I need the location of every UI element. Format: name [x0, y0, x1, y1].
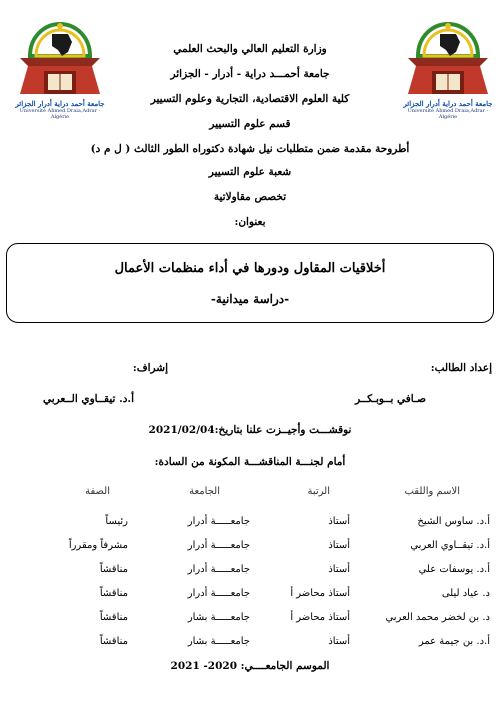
logo-caption-french: Université Ahmed Draia,Adrar - Algérie	[407, 108, 489, 120]
member-name: أ.د. بن جيمة عمر	[418, 636, 490, 647]
prepared-by-label: إعداد الطالب:	[430, 362, 492, 374]
faculty-line: كلية العلوم الاقتصادية، التجارية وعلوم التسيير	[150, 93, 350, 105]
committee-row	[10, 636, 490, 650]
member-university: جامعـــــة بشار	[187, 612, 250, 623]
member-rank: أستاذ محاضر أ	[290, 588, 350, 599]
university-logo-icon	[10, 16, 110, 98]
branch-line: شعبة علوم التسيير	[208, 166, 292, 178]
thesis-title: أخلاقيات المقاول ودورها في أداء منظمات الأعمال	[114, 261, 386, 276]
member-role: رئيساً	[105, 516, 128, 527]
committee-row	[10, 564, 490, 578]
logo-caption-arabic: جامعة أحمد دراية أدرار الجزائر	[403, 99, 493, 108]
member-role: مناقشاً	[99, 588, 128, 599]
header-name: الاسم واللقب	[404, 486, 460, 497]
committee-row	[10, 588, 490, 602]
committee-row	[10, 540, 490, 554]
defense-date: نوقشـــت وأجيــزت علنا بتاريخ:2021/02/04	[148, 424, 352, 436]
department-line: قسم علوم التسيير	[209, 118, 291, 130]
student-name: صـافي بــوبـكــر	[355, 393, 426, 405]
member-name: أ.د. يوسفات علي	[418, 564, 490, 575]
member-university: جامعـــــة أدرار	[187, 516, 250, 527]
member-university: جامعـــــة أدرار	[187, 540, 250, 551]
logo-caption-arabic: جامعة أحمد دراية أدرار الجزائر	[15, 99, 105, 108]
member-rank: أستاذ	[328, 564, 350, 575]
specialty-line: تخصص مقاولاتية	[213, 191, 287, 203]
member-name: أ.د. ساوس الشيخ	[417, 516, 490, 527]
member-name: أ.د. تيقــاوي العربي	[410, 540, 490, 551]
thesis-subtitle: -دراسة ميدانية-	[210, 292, 290, 306]
header-rank: الرتبة	[307, 486, 330, 497]
header-role: الصفة	[85, 486, 110, 497]
header-university: الجامعة	[189, 486, 220, 497]
member-role: مناقشاً	[99, 612, 128, 623]
committee-label: أمام لجنـــة المناقشـــة المكونة من السادة:	[154, 456, 346, 468]
committee-header-row	[10, 486, 490, 500]
academic-season: الموسم الجامعــــي: 2020- 2021	[170, 660, 330, 672]
member-university: جامعـــــة أدرار	[187, 564, 250, 575]
member-rank: أستاذ	[328, 636, 350, 647]
supervisor-name: أ.د. تيقــاوي الــعربي	[42, 393, 134, 405]
member-university: جامعـــــة أدرار	[187, 588, 250, 599]
thesis-line: أطروحة مقدمة ضمن متطلبات نيل شهادة دكتوراه الطور الثالث ( ل م د)	[90, 143, 410, 155]
supervision-label: إشراف:	[132, 362, 168, 374]
member-role: مناقشاً	[99, 564, 128, 575]
university-line: جامعة أحمـــد دراية - أدرار - الجزائر	[170, 68, 330, 80]
member-name: د. بن لخضر محمد العربي	[385, 612, 490, 623]
thesis-title-box	[6, 243, 494, 323]
member-role: مناقشاً	[99, 636, 128, 647]
committee-row	[10, 516, 490, 530]
title-label: بعنوان:	[234, 216, 266, 228]
university-logo-icon	[398, 16, 498, 98]
ministry-line: وزارة التعليم العالي والبحث العلمي	[173, 43, 327, 55]
member-rank: أستاذ	[328, 516, 350, 527]
member-university: جامعـــــة بشار	[187, 636, 250, 647]
member-rank: أستاذ	[328, 540, 350, 551]
logo-caption-french: Université Ahmed Draia,Adrar - Algérie	[19, 108, 101, 120]
committee-row	[10, 612, 490, 626]
member-rank: أستاذ محاضر أ	[290, 612, 350, 623]
member-name: د. عياد ليلى	[441, 588, 490, 599]
member-role: مشرفاً ومقرراً	[68, 540, 128, 551]
